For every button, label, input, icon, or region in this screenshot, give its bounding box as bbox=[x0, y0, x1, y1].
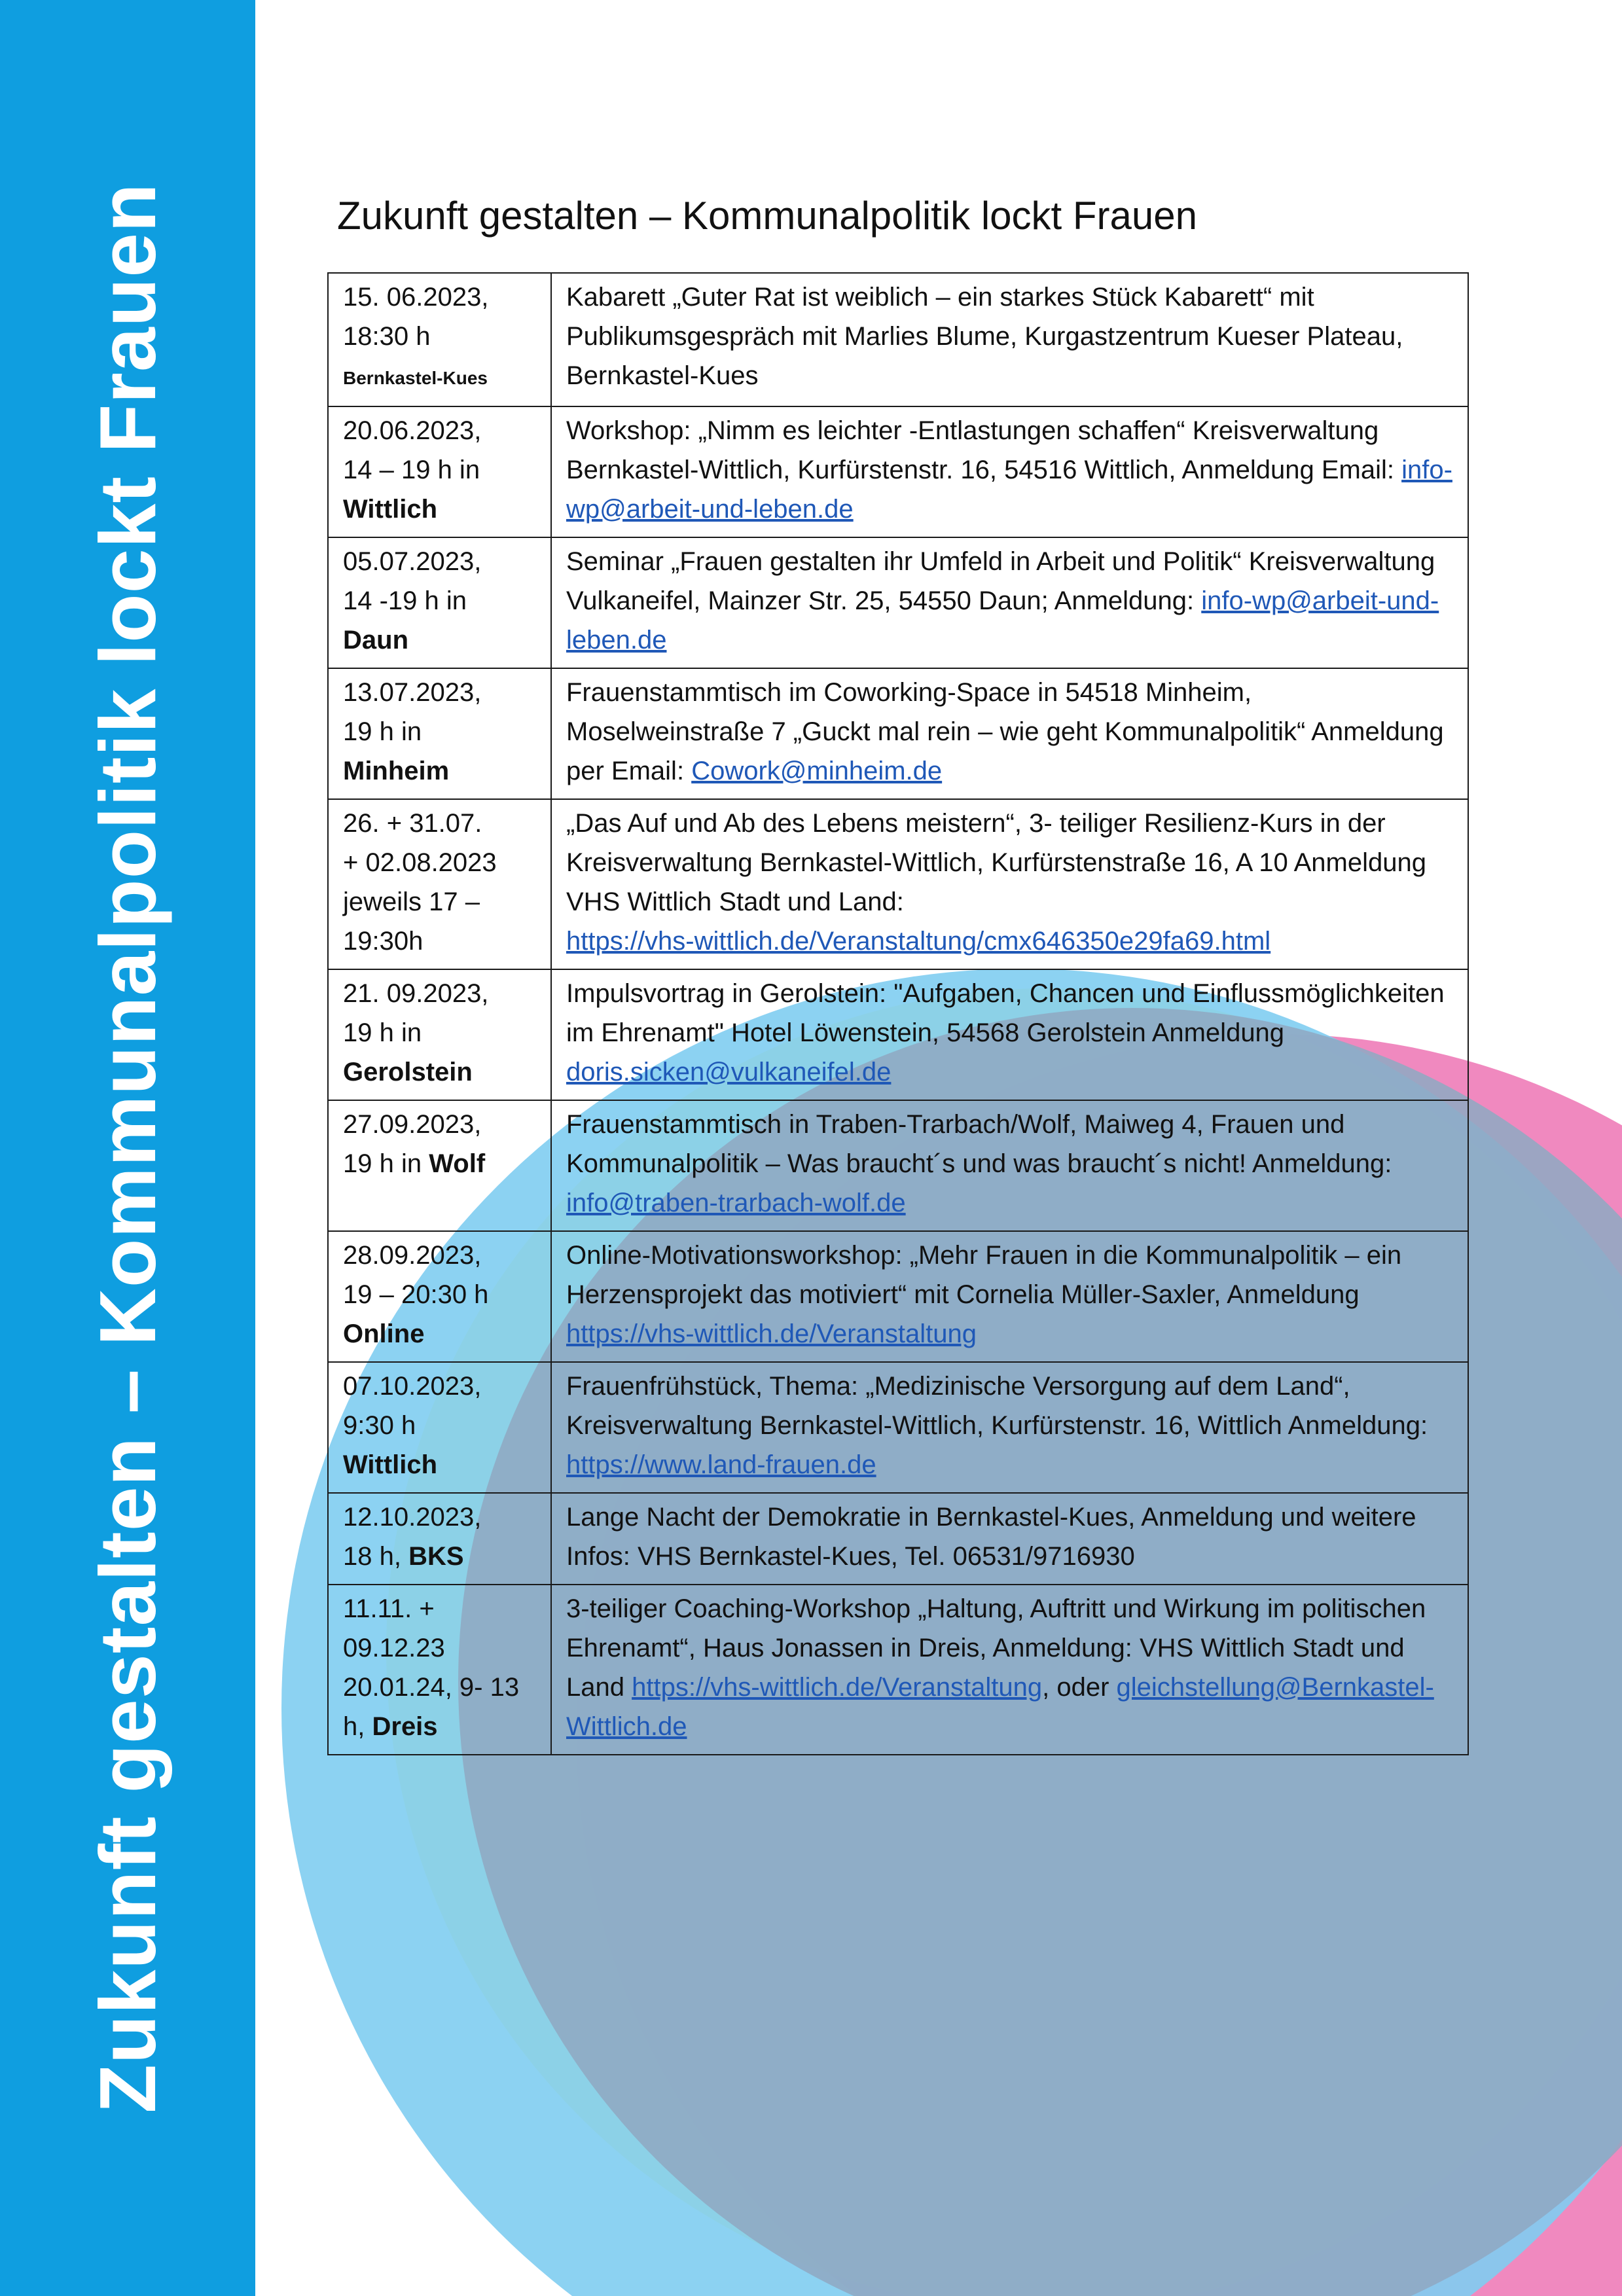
event-registration-link[interactable]: doris.sicken@vulkaneifel.de bbox=[566, 1058, 892, 1086]
event-date-line: 11.11. + bbox=[343, 1594, 435, 1623]
event-place: Wolf bbox=[429, 1149, 486, 1178]
event-description-cell bbox=[551, 273, 1468, 406]
event-description-cell bbox=[551, 406, 1468, 537]
event-time-line: 18:30 h bbox=[343, 322, 431, 351]
event-date-cell bbox=[328, 1585, 551, 1755]
event-row bbox=[328, 273, 1468, 406]
event-time-line: 19 h in bbox=[343, 1149, 422, 1178]
event-place: BKS bbox=[408, 1542, 464, 1571]
event-date-cell bbox=[328, 273, 551, 406]
event-place: Bernkastel-Kues bbox=[343, 368, 488, 388]
page-title: Zukunft gestalten – Kommunalpolitik lockt Frauen bbox=[337, 194, 1197, 238]
event-date-cell bbox=[328, 1493, 551, 1585]
event-row bbox=[328, 1231, 1468, 1362]
event-date-cell bbox=[328, 1100, 551, 1231]
event-date-line: 27.09.2023, bbox=[343, 1110, 482, 1139]
event-row bbox=[328, 969, 1468, 1100]
event-row bbox=[328, 799, 1468, 969]
vertical-title: Zukunft gestalten – Kommunalpolitik lockt Frauen bbox=[83, 183, 172, 2113]
event-time-line: + 02.08.2023 bbox=[343, 848, 497, 877]
event-place: Minheim bbox=[343, 757, 450, 785]
event-place: Gerolstein bbox=[343, 1058, 473, 1086]
event-date-line: 28.09.2023, bbox=[343, 1241, 482, 1270]
event-date-cell bbox=[328, 969, 551, 1100]
event-description-cell bbox=[551, 1585, 1468, 1755]
event-description: Online-Motivationsworkshop: „Mehr Frauen in die Kommunalpolitik – ein Herzensprojekt das motiviert“ mit Cornelia Müller-Saxler, Anmeldung bbox=[566, 1241, 1402, 1309]
event-registration-link[interactable]: https://vhs-wittlich.de/Veranstaltung/cmx646350e29fa69.html bbox=[566, 927, 1271, 956]
event-date-cell bbox=[328, 799, 551, 969]
event-place: Daun bbox=[343, 626, 408, 655]
event-description-tail: , oder bbox=[1042, 1673, 1109, 1702]
event-description: „Das Auf und Ab des Lebens meistern“, 3- teiliger Resilienz-Kurs in der Kreisverwaltung Bernkastel-Wittlich, Kurfürstenstraße 16, A 10 Anmeldung VHS Wittlich Stadt und Land: bbox=[566, 809, 1426, 916]
event-description-cell bbox=[551, 1100, 1468, 1231]
events-table bbox=[327, 272, 1469, 1755]
event-time-line: 18 h, bbox=[343, 1542, 401, 1571]
event-date-cell bbox=[328, 668, 551, 799]
event-time-line: 19 – 20:30 h bbox=[343, 1280, 489, 1309]
event-row bbox=[328, 1362, 1468, 1493]
event-place: Dreis bbox=[372, 1712, 438, 1741]
event-registration-link[interactable]: info-wp@arbeit-und-leben.de bbox=[566, 456, 1452, 524]
event-registration-link[interactable]: https://vhs-wittlich.de/Veranstaltung bbox=[566, 1319, 977, 1348]
event-row bbox=[328, 1585, 1468, 1755]
event-row bbox=[328, 537, 1468, 668]
event-registration-link[interactable]: Cowork@minheim.de bbox=[691, 757, 943, 785]
event-time-line: 14 – 19 h in bbox=[343, 456, 480, 484]
event-time-line: 09.12.23 bbox=[343, 1634, 445, 1662]
event-time-line: 19 h in bbox=[343, 1018, 422, 1047]
event-description-cell bbox=[551, 799, 1468, 969]
event-date-line: 21. 09.2023, bbox=[343, 979, 489, 1008]
event-email-link[interactable]: gleichstellung@Bernkastel-Wittlich.de bbox=[566, 1673, 1434, 1741]
event-time-line: 14 -19 h in bbox=[343, 586, 467, 615]
event-description: Impulsvortrag in Gerolstein: "Aufgaben, Chancen und Einflussmöglichkeiten im Ehrenamt" Hotel Löwenstein, 54568 Gerolstein Anmeldung bbox=[566, 979, 1445, 1047]
event-description-cell bbox=[551, 668, 1468, 799]
event-time-line: 19 h in bbox=[343, 717, 422, 746]
event-description: 3-teiliger Coaching-Workshop „Haltung, Auftritt und Wirkung im politischen Ehrenamt“, Haus Jonassen in Dreis, Anmeldung: VHS Wittlich Stadt und Land bbox=[566, 1594, 1426, 1702]
event-date-line: 26. + 31.07. bbox=[343, 809, 482, 838]
event-date-line: 12.10.2023, bbox=[343, 1503, 482, 1532]
event-time-line: 9:30 h bbox=[343, 1411, 416, 1440]
event-description-cell bbox=[551, 537, 1468, 668]
event-description: Seminar „Frauen gestalten ihr Umfeld in Arbeit und Politik“ Kreisverwaltung Vulkaneifel, Mainzer Str. 25, 54550 Daun; Anmeldung: bbox=[566, 547, 1435, 615]
event-description: Frauenstammtisch im Coworking-Space in 54518 Minheim, Moselweinstraße 7 „Guckt mal rein – wie geht Kommunalpolitik“ Anmeldung per Email: bbox=[566, 678, 1444, 785]
event-row bbox=[328, 1493, 1468, 1585]
event-description-cell bbox=[551, 969, 1468, 1100]
event-registration-link[interactable]: https://vhs-wittlich.de/Veranstaltung bbox=[632, 1673, 1043, 1702]
event-date-line: 05.07.2023, bbox=[343, 547, 482, 576]
event-description-cell bbox=[551, 1362, 1468, 1493]
event-description: Frauenfrühstück, Thema: „Medizinische Versorgung auf dem Land“, Kreisverwaltung Bernkastel-Wittlich, Kurfürstenstr. 16, Wittlich Anmeldung: bbox=[566, 1372, 1428, 1440]
event-description: Kabarett „Guter Rat ist weiblich – ein starkes Stück Kabarett“ mit Publikumsgespräch mit Marlies Blume, Kurgastzentrum Kueser Plateau, Bernkastel-Kues bbox=[566, 283, 1403, 390]
event-description-cell bbox=[551, 1493, 1468, 1585]
event-place: Wittlich bbox=[343, 1450, 438, 1479]
event-registration-link[interactable]: info-wp@arbeit-und-leben.de bbox=[566, 586, 1439, 655]
event-date-cell bbox=[328, 1362, 551, 1493]
event-time-extra: 20.01.24, 9- 13 h, bbox=[343, 1673, 520, 1741]
event-registration-link[interactable]: https://www.land-frauen.de bbox=[566, 1450, 876, 1479]
event-date-line: 20.06.2023, bbox=[343, 416, 482, 445]
event-date-line: 07.10.2023, bbox=[343, 1372, 482, 1401]
event-row bbox=[328, 668, 1468, 799]
event-date-cell bbox=[328, 406, 551, 537]
event-date-cell bbox=[328, 1231, 551, 1362]
event-description: Workshop: „Nimm es leichter -Entlastungen schaffen“ Kreisverwaltung Bernkastel-Wittlich, Kurfürstenstr. 16, 54516 Wittlich, Anmeldung Email: bbox=[566, 416, 1394, 484]
event-description: Frauenstammtisch in Traben-Trarbach/Wolf, Maiweg 4, Frauen und Kommunalpolitik – Was braucht´s und was braucht´s nicht! Anmeldung: bbox=[566, 1110, 1392, 1178]
event-place: Wittlich bbox=[343, 495, 438, 524]
event-time-extra: jeweils 17 – 19:30h bbox=[343, 888, 480, 956]
event-date-line: 15. 06.2023, bbox=[343, 283, 489, 312]
event-row bbox=[328, 1100, 1468, 1231]
event-registration-link[interactable]: info@traben-trarbach-wolf.de bbox=[566, 1189, 906, 1217]
event-description: Lange Nacht der Demokratie in Bernkastel-Kues, Anmeldung und weitere Infos: VHS Bernkastel-Kues, Tel. 06531/9716930 bbox=[566, 1503, 1416, 1571]
event-date-cell bbox=[328, 537, 551, 668]
event-description-cell bbox=[551, 1231, 1468, 1362]
event-date-line: 13.07.2023, bbox=[343, 678, 482, 707]
event-place: Online bbox=[343, 1319, 425, 1348]
event-row bbox=[328, 406, 1468, 537]
